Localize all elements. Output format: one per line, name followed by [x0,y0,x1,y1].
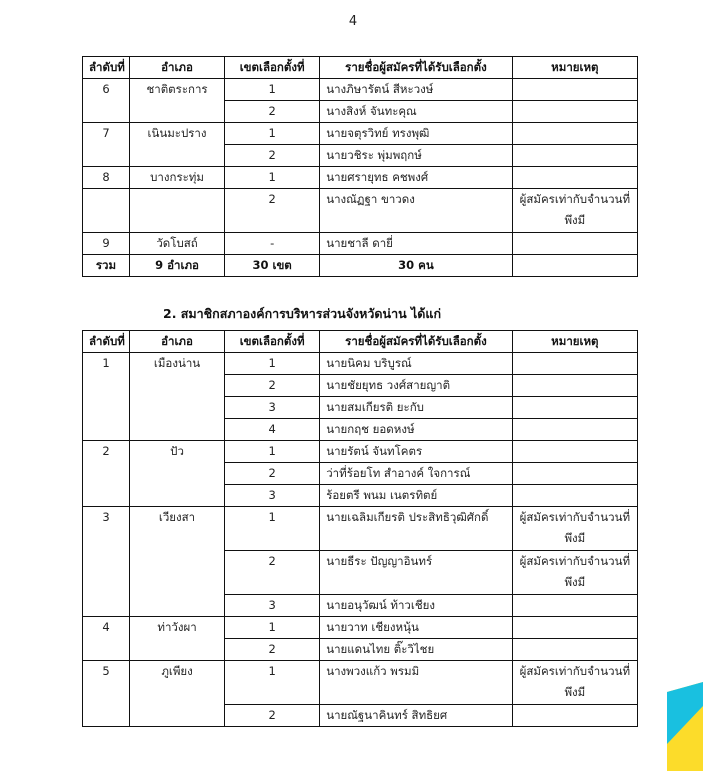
table-row [83,189,638,233]
row-zone: 3 [225,485,320,507]
row-note [512,595,637,617]
row-no [83,189,130,233]
table-2 [82,330,638,727]
table-row [83,661,638,705]
row-note: ผู้สมัครเท่ากับจำนวนที่พึงมี [512,551,637,595]
row-name: นายชัยยุทธ วงศ์สายญาติ [320,375,512,397]
header-district: อำเภอ [129,331,224,353]
row-district [129,189,224,233]
table-1 [82,56,638,277]
header-note: หมายเหตุ [512,331,637,353]
row-zone: 2 [225,375,320,397]
row-district: เวียงสา [129,507,224,617]
row-district: บางกระทุ่ม [129,167,224,189]
row-name: นายแดนไทย ติ๊ะวิไชย [320,639,512,661]
row-note: ผู้สมัครเท่ากับจำนวนที่พึงมี [512,661,637,705]
row-name: นายสมเกียรติ ยะกับ [320,397,512,419]
row-zone: 3 [225,397,320,419]
row-name: นายศรายุทธ คชพงศ์ [320,167,512,189]
row-zone: 2 [225,551,320,595]
header-zone: เขตเลือกตั้งที่ [225,331,320,353]
row-zone: 2 [225,101,320,123]
section-2-title: 2. สมาชิกสภาองค์การบริหารส่วนจังหวัดน่าน ได้แก่ [163,306,442,321]
row-district: ท่าวังผา [129,617,224,661]
row-zone: 1 [225,441,320,463]
row-zone: 2 [225,705,320,727]
row-note: ผู้สมัครเท่ากับจำนวนที่พึงมี [512,189,637,233]
row-district: ชาติตระการ [129,79,224,123]
row-note [512,167,637,189]
row-name: นางสิงห์ จันทะคุณ [320,101,512,123]
row-name: นายเฉลิมเกียรติ ประสิทธิวุฒิศักดิ์ [320,507,512,551]
header-note: หมายเหตุ [512,57,637,79]
row-no: 7 [83,123,130,167]
row-name: นายวชิระ พุ่มพฤกษ์ [320,145,512,167]
row-no: 4 [83,617,130,661]
row-zone: 2 [225,463,320,485]
row-district: เนินมะปราง [129,123,224,167]
row-name: นายนิคม บริบูรณ์ [320,353,512,375]
row-zone: 1 [225,123,320,145]
row-district: เมืองน่าน [129,353,224,441]
row-name: นายณัฐนาคินทร์ สิทธิยศ [320,705,512,727]
row-name: ร้อยตรี พนม เนตรทิตย์ [320,485,512,507]
row-name: นายธีระ ปัญญาอินทร์ [320,551,512,595]
table-row [83,617,638,639]
row-note [512,419,637,441]
row-no: 3 [83,507,130,617]
row-note [512,705,637,727]
header-name: รายชื่อผู้สมัครที่ได้รับเลือกตั้ง [320,57,512,79]
table-row [83,441,638,463]
row-zone: 2 [225,639,320,661]
total-zones: 30 เขต [225,255,320,277]
row-zone: - [225,233,320,255]
row-note [512,101,637,123]
row-note [512,639,637,661]
table-row [83,167,638,189]
row-name: นางภิษารัตน์ สีหะวงษ์ [320,79,512,101]
total-people: 30 คน [320,255,512,277]
row-name: นายอนุวัฒน์ ท้าวเชียง [320,595,512,617]
table-row [83,353,638,375]
row-name: นายวาท เชียงหนุ้น [320,617,512,639]
row-no: 8 [83,167,130,189]
row-zone: 1 [225,79,320,101]
row-note [512,463,637,485]
row-no: 2 [83,441,130,507]
page-number: 4 [348,14,358,29]
row-name: นายชาลี ดายี่ [320,233,512,255]
row-district: วัดโบสถ์ [129,233,224,255]
header-no: ลำดับที่ [83,57,130,79]
row-name: นางณัฏฐา ขาวดง [320,189,512,233]
row-zone: 1 [225,167,320,189]
row-note [512,617,637,639]
row-name: นายจตุรวิทย์ ทรงพุฒิ [320,123,512,145]
row-note [512,79,637,101]
row-zone: 4 [225,419,320,441]
row-note [512,233,637,255]
table-row [83,79,638,101]
row-zone: 1 [225,617,320,639]
total-districts: 9 อำเภอ [129,255,224,277]
row-note [512,397,637,419]
row-note: ผู้สมัครเท่ากับจำนวนที่พึงมี [512,507,637,551]
row-no: 5 [83,661,130,727]
row-name: นายรัตน์ จันทโคตร [320,441,512,463]
row-zone: 2 [225,189,320,233]
row-no: 9 [83,233,130,255]
row-note [512,123,637,145]
row-district: ภูเพียง [129,661,224,727]
table-header [83,57,638,79]
row-zone: 1 [225,353,320,375]
row-name: นางพวงแก้ว พรมมิ [320,661,512,705]
table-header [83,331,638,353]
row-district: ปัว [129,441,224,507]
table-row [83,123,638,145]
header-name: รายชื่อผู้สมัครที่ได้รับเลือกตั้ง [320,331,512,353]
table-row [83,507,638,551]
table-row [83,233,638,255]
row-zone: 1 [225,507,320,551]
header-zone: เขตเลือกตั้งที่ [225,57,320,79]
row-note [512,353,637,375]
total-row [83,255,638,277]
row-zone: 3 [225,595,320,617]
total-label: รวม [83,255,130,277]
header-district: อำเภอ [129,57,224,79]
header-no: ลำดับที่ [83,331,130,353]
row-name: ว่าที่ร้อยโท สำอางค์ ใจการณ์ [320,463,512,485]
decorative-corner-graphic [665,680,705,771]
row-note [512,485,637,507]
row-no: 6 [83,79,130,123]
row-zone: 1 [225,661,320,705]
row-note [512,375,637,397]
total-note [512,255,637,277]
row-name: นายกฤช ยอดหงษ์ [320,419,512,441]
row-zone: 2 [225,145,320,167]
row-note [512,441,637,463]
row-no: 1 [83,353,130,441]
row-note [512,145,637,167]
